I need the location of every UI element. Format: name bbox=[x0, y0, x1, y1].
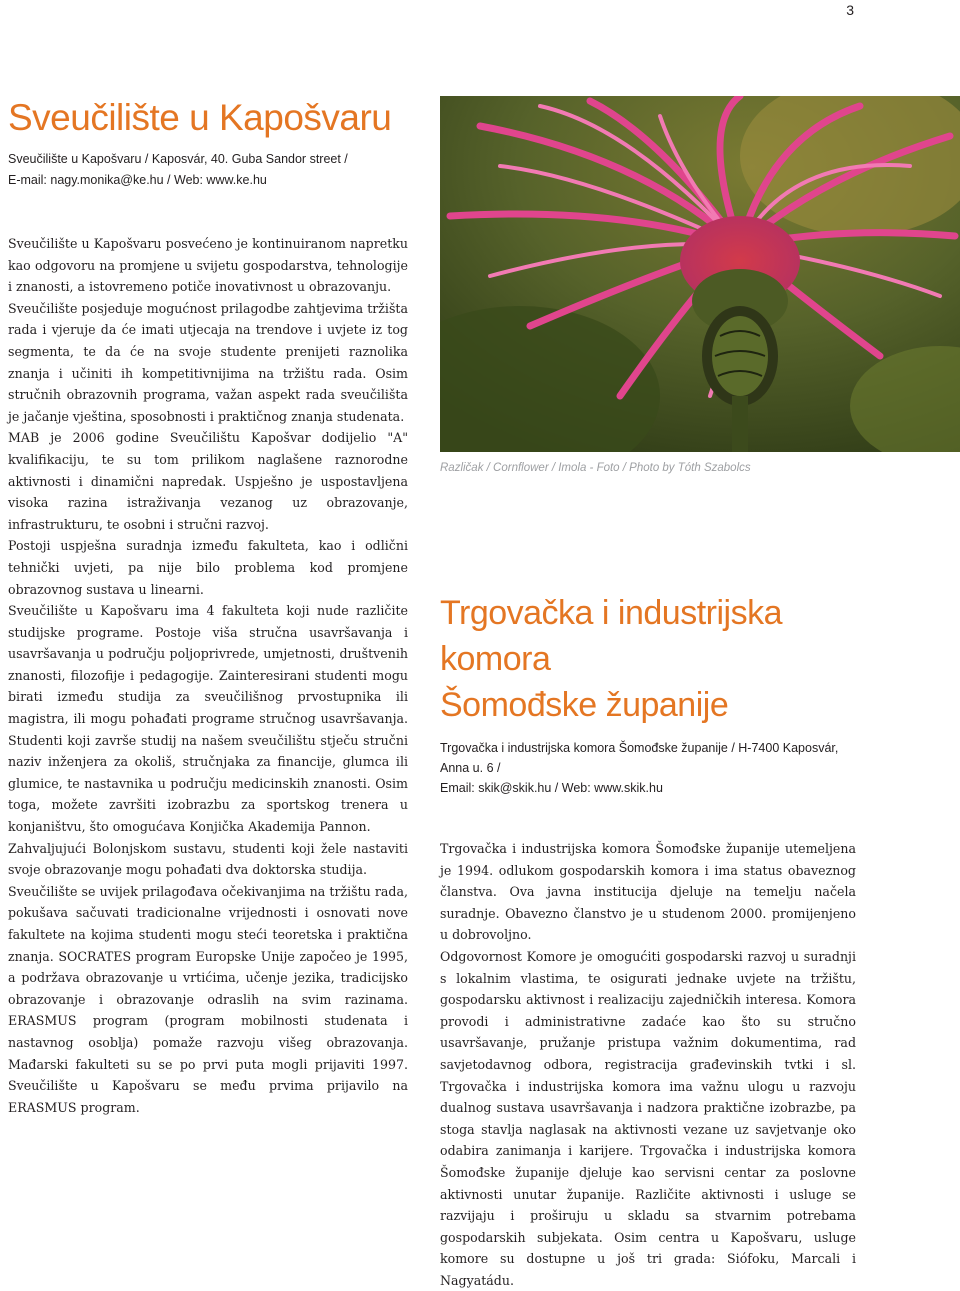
cornflower-photo bbox=[440, 96, 960, 452]
photo-caption: Različak / Cornflower / Imola - Foto / Photo by Tóth Szabolcs bbox=[440, 462, 751, 474]
chamber-title-line2: Šomođske županije bbox=[440, 686, 729, 724]
university-section bbox=[8, 96, 408, 1118]
paragraph: Sveučilište u Kapošvaru ima 4 fakulteta koji nude različite studijske programe. Postoje viša stručna usavršavanja i usavršavanja u području poljoprivrede, umjetnosti, društvenih znanosti, filozofije i pedagogije. Zainteresirani studenti mogu birati između studija za sveučilišnog prvostupnika ili magistra, ili mogu pohađati programe stručnog usavršavanja. Studenti koji završe studij na našem sveučilištu stječu stručni naziv inženjera za okoliš, stručnjaka za financije, glumca ili glumice, te nastavnika u području medicinskih znanosti. Osim toga, možete završiti izobrazbu za sportskog trenera u konjaništvu, što omogućava Konjička Akademija Pannon. bbox=[8, 603, 408, 835]
university-title: Sveučilište u Kapošvaru bbox=[8, 97, 392, 138]
paragraph: Sveučilište se uvijek prilagođava očekivanjima na tržištu rada, pokušava sačuvati tradicionalne vrijednosti i osnovati nove fakultete na kojima studenti mogu steći teoretska i praktična znanja. SOCRATES program Europske Unije započeo je 1995, a podržava obrazovanje u vrtićima, učenje jezika, tradicijsko obrazovanje i obrazovanje odraslih na svim razinama. ERASMUS program (program mobilnosti studenata i nastavnog osoblja) pomaže razvoju višeg obrazovanja. Mađarski fakulteti su se po prvi puta mogli prijaviti 1997. Sveučilište u Kapošvaru se među prvima prijavilo na ERASMUS program. bbox=[8, 883, 408, 1115]
university-contact-address: Sveučilište u Kapošvaru / Kaposvár, 40. Guba Sandor street / bbox=[8, 152, 348, 166]
paragraph: Zahvaljujući Bolonjskom sustavu, studenti koji žele nastaviti svoje obrazovanje mogu pohađati dva doktorska studija. bbox=[8, 840, 408, 878]
chamber-body bbox=[440, 838, 856, 1291]
chamber-contact-address: Trgovačka i industrijska komora Šomođske županije / H-7400 Kaposvár, Anna u. 6 / bbox=[440, 741, 839, 775]
chamber-contact bbox=[440, 738, 856, 798]
paragraph: Trgovačka i industrijska komora Šomođske županije utemeljena je 1994. odlukom gospodarskih komora i ima status obaveznog članstva. Ova javna institucija djeluje na temelju načela suradnje. Obavezno članstvo je u studenom 2000. promijenjeno u dobrovoljno. bbox=[440, 841, 856, 943]
paragraph: Odgovornost Komore je omogućiti gospodarski razvoj u suradnji s lokalnim vlastima, te osigurati jednake uvjete na tržištu, gospodarsku aktivnost i realizaciju zajedničkih interesa. Komora provodi i administrativne zadaće kao što su stručno usavršavanje, pružanje pristupa važnim dokumentima, rad savjetodavnog odbora, registracija građevinskih tvtki i sl. Trgovačka i industrijska komora ima važnu ulogu u razvoju dualnog sustava usavršavanja i nadzora praktične izobrazbe, pa stoga stavlja naglasak na aktivnosti vezane uz savjetvanje oko odabira zanimanja i karijere. Trgovačka i industrijska komora Šomođske županije djeluje kao servisni centar za poslovne aktivnosti unutar županije. Različite aktivnosti i usluge se razvijaju i proširuju u skladu sa stvarnim potrebama gospodarskih subjekata. Osim centra u Kapošvaru, usluge komore su dostupne u još tri grada: Siófoku, Marcali i Nagyatádu. bbox=[440, 948, 856, 1288]
page-number: 3 bbox=[846, 2, 854, 18]
paragraph: Postoji uspješna suradnja između fakulteta, kao i odlični tehnički uvjeti, pa nije bilo problema kod promjene obrazovnog sustava u linearni. bbox=[8, 538, 408, 597]
chamber-contact-email-web: Email: skik@skik.hu / Web: www.skik.hu bbox=[440, 781, 663, 795]
chamber-title-line1: Trgovačka i industrijska komora bbox=[440, 594, 782, 678]
chamber-title bbox=[440, 590, 856, 728]
cornflower-image bbox=[440, 96, 960, 452]
university-contact bbox=[8, 149, 408, 191]
paragraph: MAB je 2006 godine Sveučilištu Kapošvar dodijelio "A" kvalifikaciju, te su tom prilikom naglašene raznorodne aktivnosti i dinamični napredak. Uspješno je uspostavljena visoka razina istraživanja vezanog uz obrazovanje, infrastrukturu, te osobni i stručni razvoj. bbox=[8, 430, 408, 532]
paragraph: Sveučilište u Kapošvaru posvećeno je kontinuiranom napretku kao odgovoru na promjene u svijetu gospodarstva, tehnologije i znanosti, a istovremeno potiče inovativnost u obrazovanju. bbox=[8, 236, 408, 295]
paragraph: Sveučilište posjeduje mogućnost prilagodbe zahtjevima tržišta rada i vjeruje da će imati utjecaja na trendove i uvjete iz tog segmenta, te da će na svoje studente prenijeti raznolika znanja i učiniti ih kompetitivnijima na tržištu rada. Osim stručnih obrazovnih programa, važan aspekt rada sveučilišta je jačanje vještina, sposobnosti i praktičnog znanja studenata. bbox=[8, 300, 408, 424]
chamber-section bbox=[440, 590, 856, 1291]
university-contact-email-web: E-mail: nagy.monika@ke.hu / Web: www.ke.hu bbox=[8, 173, 267, 187]
university-body bbox=[8, 233, 408, 1118]
